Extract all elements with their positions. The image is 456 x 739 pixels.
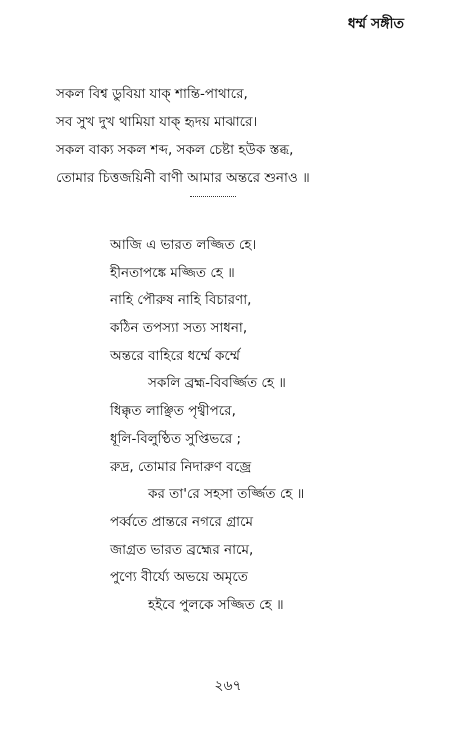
verse-line: পুণ্যে বীর্য্যে অভয়ে অমৃতে	[110, 569, 248, 586]
verse-line: সব সুখ দুখ থামিয়া যাক্ হৃদয় মাঝারে।	[56, 114, 258, 130]
verse-line: পর্ব্বতে প্রান্তরে নগরে গ্রামে	[110, 513, 254, 530]
song-body	[110, 232, 430, 620]
verse-line: জাগ্রত ভারত ব্রহ্মের নামে,	[110, 541, 254, 558]
verse-line: অন্তরে বাহিরে ধর্ম্মে কর্ম্মে	[110, 347, 240, 364]
verse-line: ধিক্কৃত লাঞ্ছিত পৃথ্বীপরে,	[110, 403, 236, 420]
refrain-line: সকলি ব্রহ্ম-বিবর্জ্জিত হে ॥	[148, 375, 286, 392]
verse-line: কঠিন তপস্যা সত্য সাধনা,	[110, 320, 248, 337]
opening-stanza	[56, 80, 416, 192]
verse-line: তোমার চিত্তজয়িনী বাণী আমার অন্তরে শুনাও ॥	[56, 170, 310, 186]
page-header-title: ধর্ম্ম সঙ্গীত	[347, 16, 404, 32]
verse-line: আজি এ ভারত লজ্জিত হে।	[110, 237, 257, 253]
page-number: ২৬৭	[214, 678, 242, 694]
verse-line: সকল বাক্য সকল শব্দ, সকল চেষ্টা হউক স্তব্ধ,	[56, 142, 294, 158]
section-divider	[190, 196, 236, 197]
refrain-line: হইবে পুলকে সজ্জিত হে ॥	[148, 596, 284, 613]
verse-line: রুদ্র, তোমার নিদারুণ বজ্রে	[110, 458, 252, 475]
verse-line: সকল বিশ্ব ডুবিয়া যাক্ শান্তি-পাথারে,	[56, 86, 248, 102]
verse-line: হীনতাপঙ্কে মজ্জিত হে ॥	[110, 264, 235, 281]
refrain-line: কর তা'রে সহসা তর্জ্জিত হে ॥	[148, 486, 305, 503]
verse-line: ধূলি-বিলুণ্ঠিত সুপ্তিভরে ;	[110, 430, 242, 447]
verse-line: নাহি পৌরুষ নাহি বিচারণা,	[110, 292, 252, 309]
